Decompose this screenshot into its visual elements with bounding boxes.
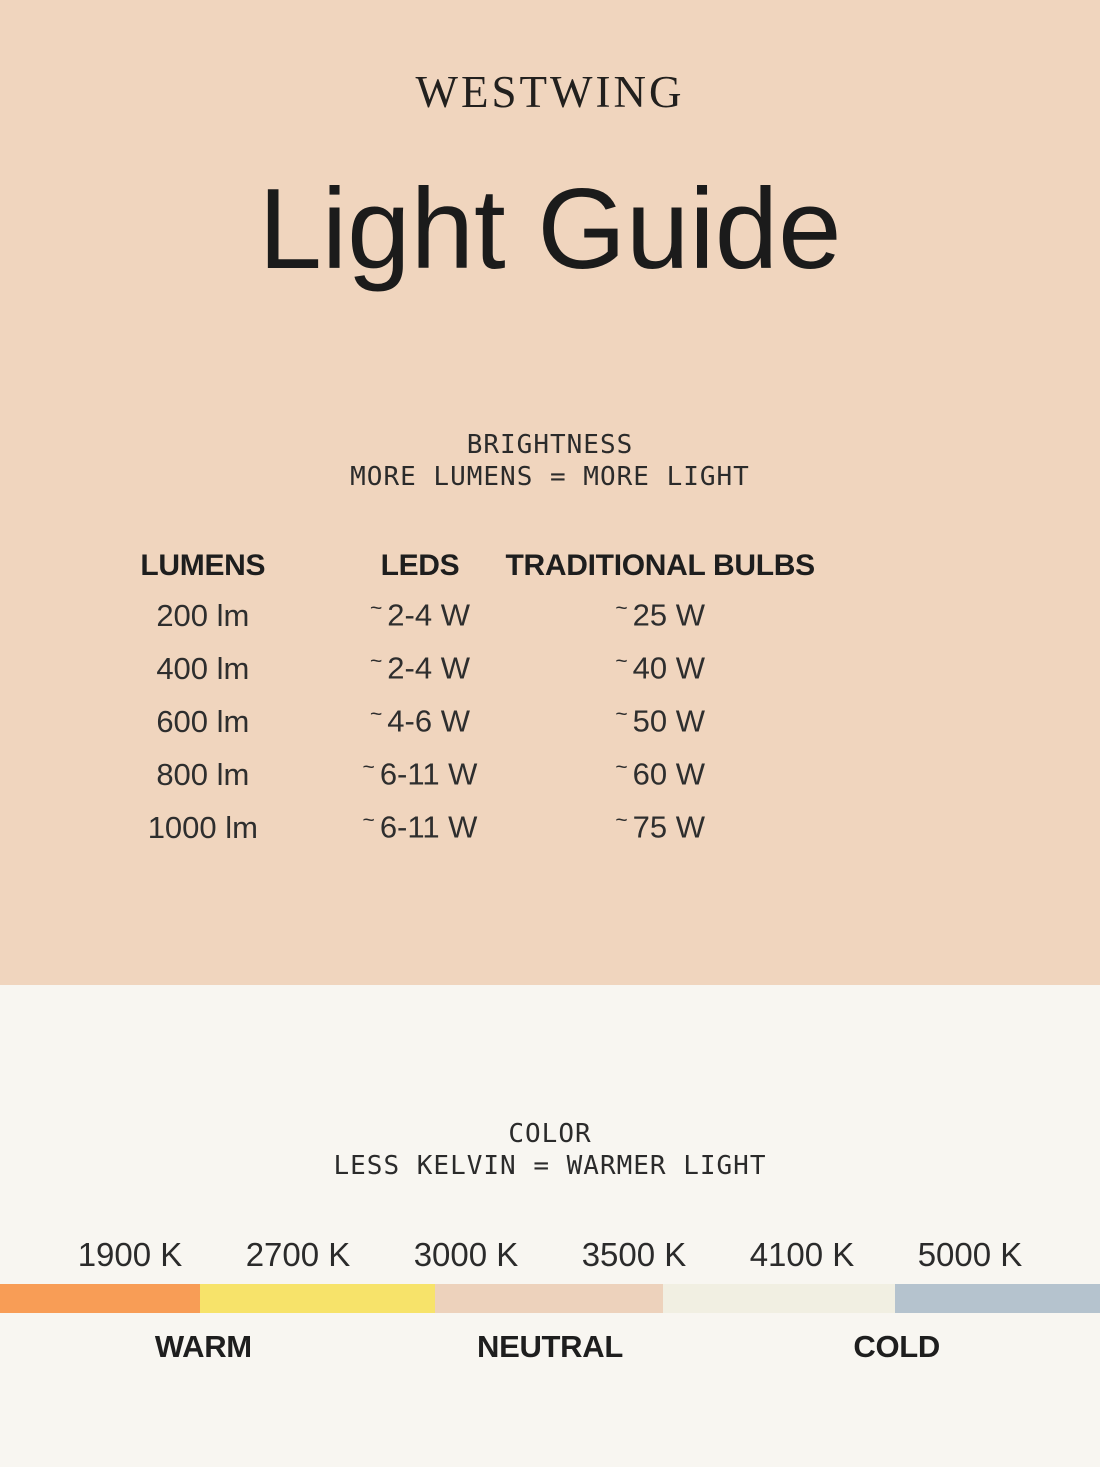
bulbs-value: ~ 25 W bbox=[615, 597, 706, 633]
kelvin-label: 3500 K bbox=[581, 1236, 687, 1273]
color-subheading: LESS KELVIN = WARMER LIGHT bbox=[333, 1151, 767, 1181]
scale-segment-warm-yellow bbox=[200, 1284, 435, 1313]
lumens-value: 600 lm bbox=[156, 703, 250, 739]
color-section bbox=[0, 985, 1100, 1467]
approx-symbol: ~ bbox=[615, 756, 628, 779]
lumens-value: 200 lm bbox=[156, 597, 250, 633]
brightness-subheading: MORE LUMENS = MORE LIGHT bbox=[350, 462, 750, 492]
approx-symbol: ~ bbox=[615, 809, 628, 832]
lumens-value: 1000 lm bbox=[147, 809, 258, 845]
table-header-row bbox=[0, 549, 1100, 583]
kelvin-labels-row bbox=[0, 1236, 1100, 1274]
column-header-lumens: LUMENS bbox=[140, 549, 266, 582]
leds-value: ~ 6-11 W bbox=[362, 756, 478, 792]
bulbs-value: ~ 60 W bbox=[615, 756, 706, 792]
kelvin-label: 3000 K bbox=[413, 1236, 519, 1273]
approx-symbol: ~ bbox=[362, 756, 375, 779]
page-title: Light Guide bbox=[258, 166, 842, 293]
scale-segment-neutral-beige bbox=[663, 1284, 895, 1313]
approx-symbol: ~ bbox=[615, 650, 628, 673]
kelvin-label: 1900 K bbox=[77, 1236, 183, 1273]
color-heading: COLOR bbox=[508, 1119, 592, 1149]
bulbs-value: ~ 50 W bbox=[615, 703, 706, 739]
scale-segment-warm-orange bbox=[0, 1284, 200, 1313]
lumens-value: 800 lm bbox=[156, 756, 250, 792]
table-row bbox=[0, 597, 1100, 650]
approx-symbol: ~ bbox=[615, 597, 628, 620]
bulbs-value: ~ 40 W bbox=[615, 650, 706, 686]
column-header-traditional-bulbs: TRADITIONAL BULBS bbox=[505, 549, 815, 582]
brightness-heading: BRIGHTNESS bbox=[466, 430, 634, 460]
table-row bbox=[0, 650, 1100, 703]
leds-value: ~ 2-4 W bbox=[369, 597, 470, 633]
table-row bbox=[0, 756, 1100, 809]
lumens-table bbox=[0, 549, 1100, 862]
approx-symbol: ~ bbox=[362, 809, 375, 832]
temperature-labels-row bbox=[0, 1329, 1100, 1365]
leds-value: ~ 4-6 W bbox=[369, 703, 470, 739]
approx-symbol: ~ bbox=[369, 597, 383, 620]
table-row bbox=[0, 703, 1100, 756]
temperature-label-cold: COLD bbox=[853, 1329, 940, 1364]
leds-value: ~ 6-11 W bbox=[362, 809, 478, 845]
table-row bbox=[0, 809, 1100, 862]
bulbs-value: ~ 75 W bbox=[615, 809, 706, 845]
scale-segment-cold-blue bbox=[895, 1284, 1100, 1313]
column-header-leds: LEDS bbox=[380, 549, 460, 582]
kelvin-label: 5000 K bbox=[917, 1236, 1023, 1273]
lumens-value: 400 lm bbox=[156, 650, 250, 686]
brand-logo: WESTWING bbox=[415, 67, 685, 117]
approx-symbol: ~ bbox=[369, 650, 383, 673]
approx-symbol: ~ bbox=[615, 703, 628, 726]
table-body bbox=[0, 597, 1100, 862]
temperature-label-warm: WARM bbox=[154, 1329, 252, 1364]
approx-symbol: ~ bbox=[369, 703, 383, 726]
color-temperature-scale bbox=[0, 1284, 1100, 1313]
scale-segment-neutral-peach bbox=[435, 1284, 663, 1313]
temperature-label-neutral: NEUTRAL bbox=[477, 1329, 623, 1364]
kelvin-label: 4100 K bbox=[749, 1236, 855, 1273]
leds-value: ~ 2-4 W bbox=[369, 650, 470, 686]
kelvin-label: 2700 K bbox=[245, 1236, 351, 1273]
